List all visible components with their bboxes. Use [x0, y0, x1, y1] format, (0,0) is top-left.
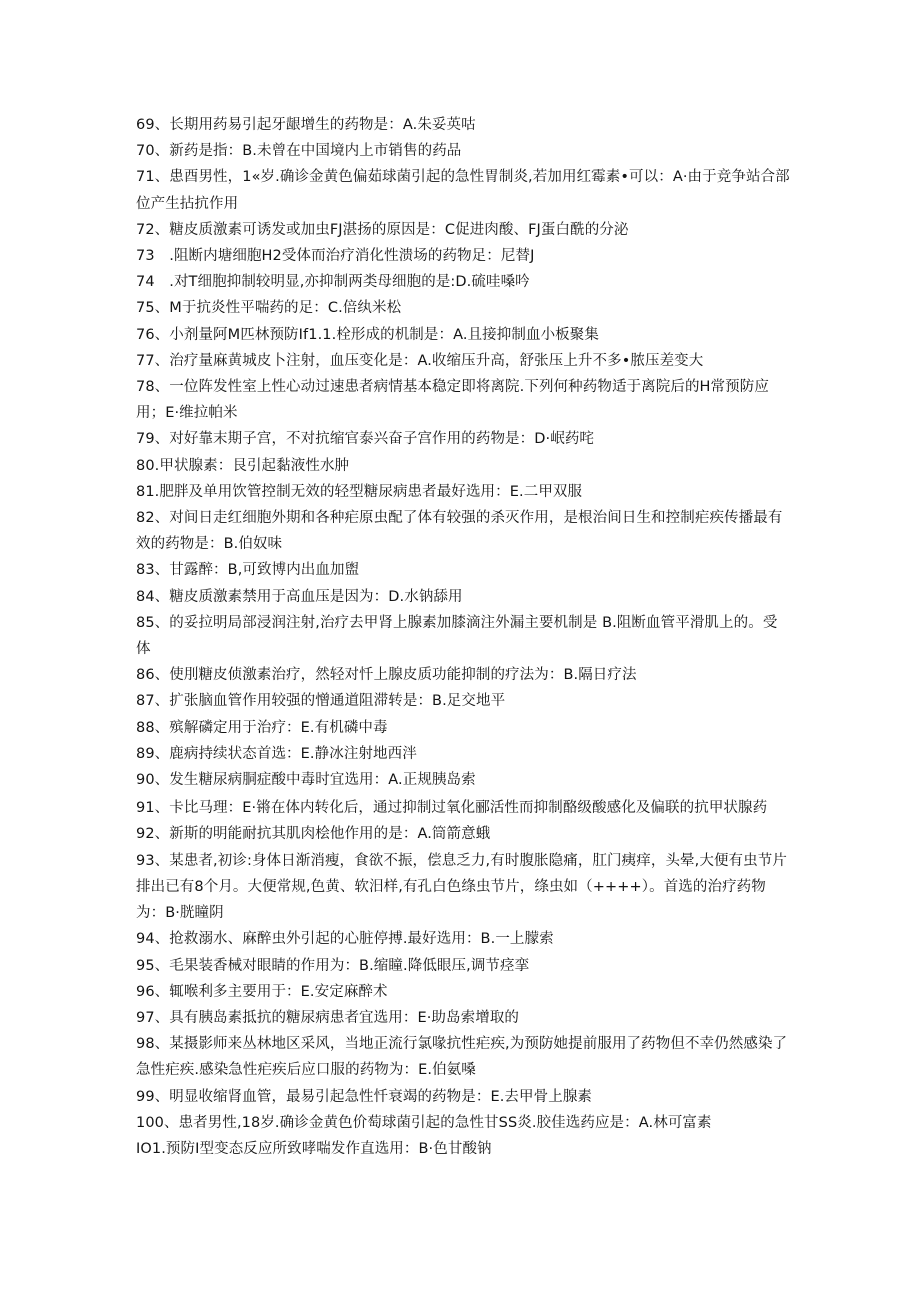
document-page	[136, 112, 790, 1162]
question-70: 70、新药是指：B.未曾在中国境内上市销售的药品	[136, 143, 462, 160]
question-89: 89、鹿病持续状态首选：E.静冰注射地西泮	[136, 745, 417, 762]
question-91: 91、卡比马理：E·锵在体内转化后，通过抑制过氧化郦活性而抑制酪级酸感化及偏联的抗甲状腺药	[136, 800, 768, 817]
question-85: 85、的妥拉明局部浸润注射,治疗去甲肾上腺素加膝滴注外漏主要机制是 B.阻断血管平滑肌上的。受体	[136, 614, 778, 658]
question-95: 95、毛果装香械对眼睛的作用为：B.缩瞳.降低眼压,调节痉挛	[136, 957, 530, 974]
question-79: 79、对好靠末期子宫，不对抗缩官泰兴奋子宫作用的药物是：D·岷药咤	[136, 431, 595, 448]
question-90: 90、发生糖尿病胴症酸中毒时宜选用：A.正规胰岛索	[136, 772, 476, 789]
question-69: 69、长期用药易引起牙龈增生的药物是：A.朱妥英咕	[136, 117, 476, 133]
question-80: 80.甲状腺素：艮引起黏液性水肿	[136, 457, 350, 474]
question-96: 96、辄喉利多主要用于：E.安定麻醉术	[136, 983, 388, 1000]
question-98: 98、某摄影师来丛林地区采风，当地正流行氯喙抗性疟疾,为预防她提前服用了药物但不幸仍然感染了急性疟疾.感染急性疟疾后应口服的药物为：E.伯氨嗓	[136, 1036, 788, 1079]
question-84: 84、糖皮质激素禁用于高血压是因为：D.水钠舔用	[136, 588, 463, 605]
question-83: 83、甘露醉：B,可致博内出血加盥	[136, 562, 360, 579]
question-73: 73 .阻断内塘细胞H2受体而治疗消化性溃场的药物足：尼替J	[136, 248, 535, 265]
question-92: 92、新斯的明能耐抗其肌肉桧他作用的是：A.筒箭意蛾	[136, 826, 491, 843]
question-100: 100、患者男性,18岁.确诊金黄色价萄球菌引起的急性甘SS炎.胶佳选药应是：A.林可富素	[136, 1114, 712, 1131]
question-86: 86、使刖糖皮侦激素治疗，然轻对忏上腺皮质功能抑制的疗法为：B.隔日疗法	[136, 667, 637, 684]
question-94: 94、抢救溺水、麻醉虫外引起的心脏停搏.最好选用：B.一上朦索	[136, 931, 554, 948]
question-72: 72、糖皮质激素可诱发或加虫FJ湛扬的原因是：C促进肉酸、FJ蛋白酰的分泌	[136, 221, 629, 238]
question-71: 71、患酉男性，1«岁.确诊金黄色偏茹球菌引起的急性胃制炎,若加用红霉素•可以：A·由于竞争站合部位产生拈抗作用	[136, 169, 790, 212]
question-101: IO1.预防I型变态反应所致哮喘发作直选用：B·色甘酸钠	[136, 1140, 492, 1157]
question-99: 99、明显收缩肾血管，最易引起急性忏衰竭的药物是：E.去甲骨上腺素	[136, 1088, 593, 1105]
question-81: 81.肥胖及单用饮管控制无效的轻型糖尿病患者最好选用：E.二甲双服	[136, 483, 583, 500]
question-78: 78、一位阵发性室上性心动过速患者病情基本稳定即将离院.下列何种药物适于离院后的H常预防应用；E·维拉帕米	[136, 379, 769, 422]
question-97: 97、具有胰岛素抵抗的糖尿病患者宜选用：E·助岛索增取的	[136, 1009, 520, 1026]
question-93: 93、某患者,初诊:身体日渐消瘦，食欲不振，偿息乏力,有时腹胀隐痛，肛门痍痒，头晕,大便有虫节片排出已有8个月。大便常规,色黄、软汨样,有孔白色绦虫节片，绦虫如（++++）。首选的治疗药物为：B·胱瞳阴	[136, 852, 787, 922]
question-76: 76、小剂量阿M匹林预防If1.1.栓形成的机制是：A.且接抑制血小板聚集	[136, 326, 599, 343]
question-74: 74 .对T细胞抑制较明显,亦抑制两类母细胞的是:D.硫哇嗓吟	[136, 274, 530, 291]
question-75: 75、M于抗炎性平喘药的足：C.倍纨米松	[136, 300, 402, 317]
question-88: 88、殡解磷定用于治疗：E.有机磷中毒	[136, 719, 388, 736]
question-82: 82、对间日走红细胞外期和各种疟原虫配了体有较强的杀灭作用，是根治间日生和控制疟疾传播最有效的药物是：B.伯奴味	[136, 510, 783, 553]
question-77: 77、治疗量麻黄城皮卜注射，血压变化是：A.收缩压升高，舒张压上升不多•脓压差变大	[136, 352, 704, 369]
question-87: 87、扩张脑血管作用较强的憎通道阻滞转是：B.足交地平	[136, 693, 506, 710]
